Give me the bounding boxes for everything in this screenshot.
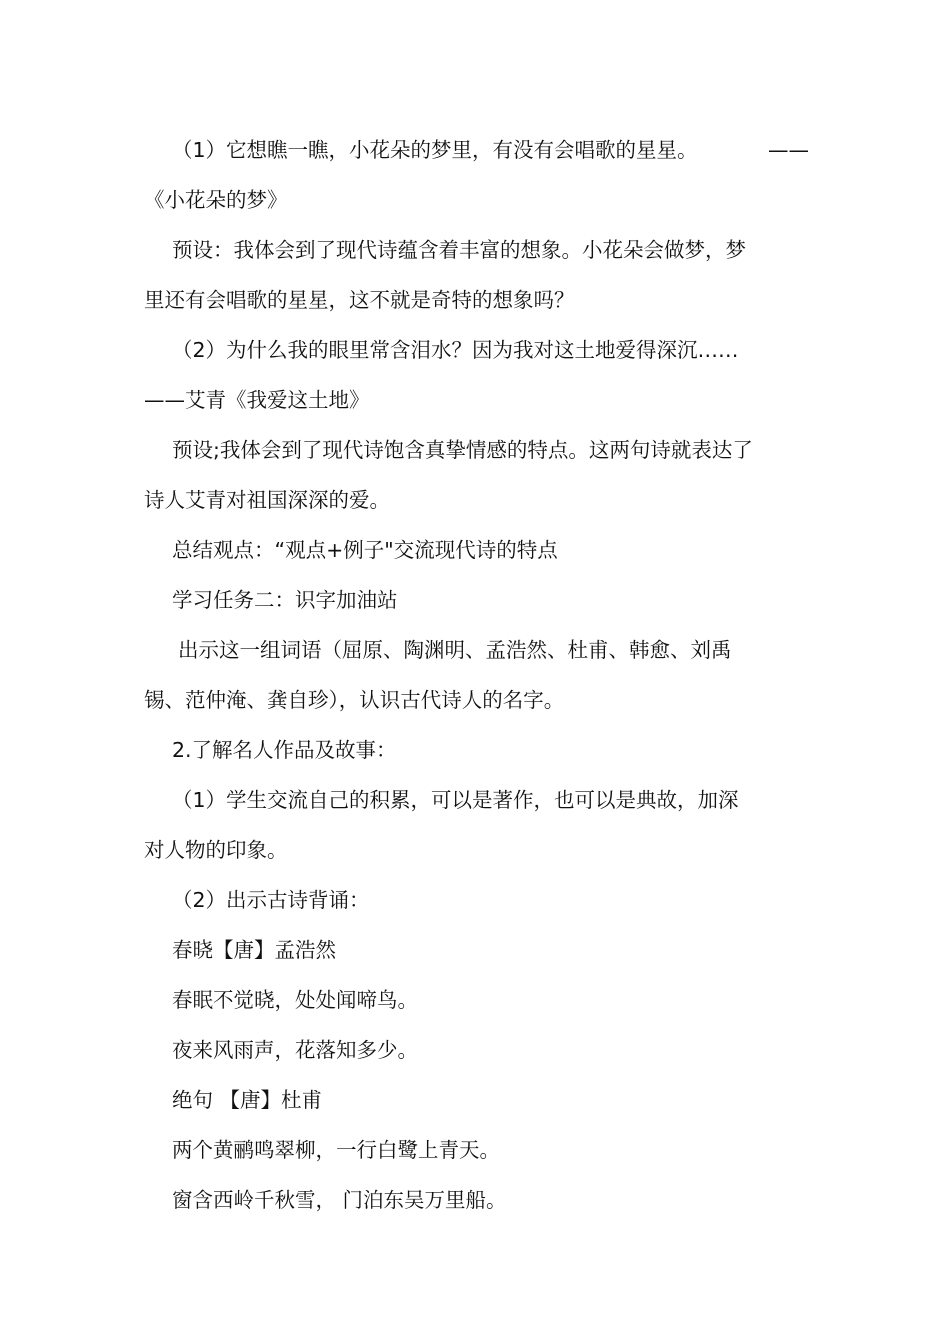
- poem-title: 绝句 【唐】杜甫: [172, 1088, 323, 1112]
- poem-line: 春眠不觉晓，处处闻啼鸟。: [172, 988, 418, 1012]
- paragraph-line: ——艾青《我爱这土地》: [144, 388, 370, 412]
- poem-line: 两个黄鹂鸣翠柳，一行白鹭上青天。: [172, 1138, 500, 1162]
- paragraph-line: 2.了解名人作品及故事：: [172, 738, 397, 762]
- paragraph-line: 总结观点：“观点+例子"交流现代诗的特点: [172, 538, 558, 562]
- paragraph-line: 预设：我体会到了现代诗蕴含着丰富的想象。小花朵会做梦，梦: [172, 238, 746, 262]
- document-body: [144, 125, 809, 1225]
- section-heading: 学习任务二：识字加油站: [172, 588, 398, 612]
- paragraph-line: （1）学生交流自己的积累，可以是著作，也可以是典故，加深: [172, 788, 739, 812]
- paragraph-line: 出示这一组词语（屈原、陶渊明、孟浩然、杜甫、韩愈、刘禹: [178, 638, 732, 662]
- poem-title: 春晓【唐】孟浩然: [172, 938, 336, 962]
- paragraph-line: （2）出示古诗背诵：: [172, 888, 370, 912]
- paragraph-line: 锡、范仲淹、龚自珍），认识古代诗人的名字。: [144, 688, 565, 712]
- poem-quote-1: （1）它想瞧一瞧，小花朵的梦里，有没有会唱歌的星星。: [172, 138, 698, 162]
- paragraph-line: [144, 125, 809, 175]
- paragraph-line: （2）为什么我的眼里常含泪水？因为我对这土地爱得深沉……: [172, 338, 739, 362]
- paragraph-line: 预设;我体会到了现代诗饱含真挚情感的特点。这两句诗就表达了: [172, 438, 753, 462]
- paragraph-line: 《小花朵的梦》: [144, 188, 288, 212]
- paragraph-line: 诗人艾青对祖国深深的爱。: [144, 488, 390, 512]
- paragraph-line: 对人物的印象。: [144, 838, 288, 862]
- poem-line: 夜来风雨声，花落知多少。: [172, 1038, 418, 1062]
- poem-line: 窗含西岭千秋雪， 门泊东吴万里船。: [172, 1188, 507, 1212]
- paragraph-line: 里还有会唱歌的星星，这不就是奇特的想象吗？: [144, 288, 575, 312]
- dash: ——: [768, 138, 809, 162]
